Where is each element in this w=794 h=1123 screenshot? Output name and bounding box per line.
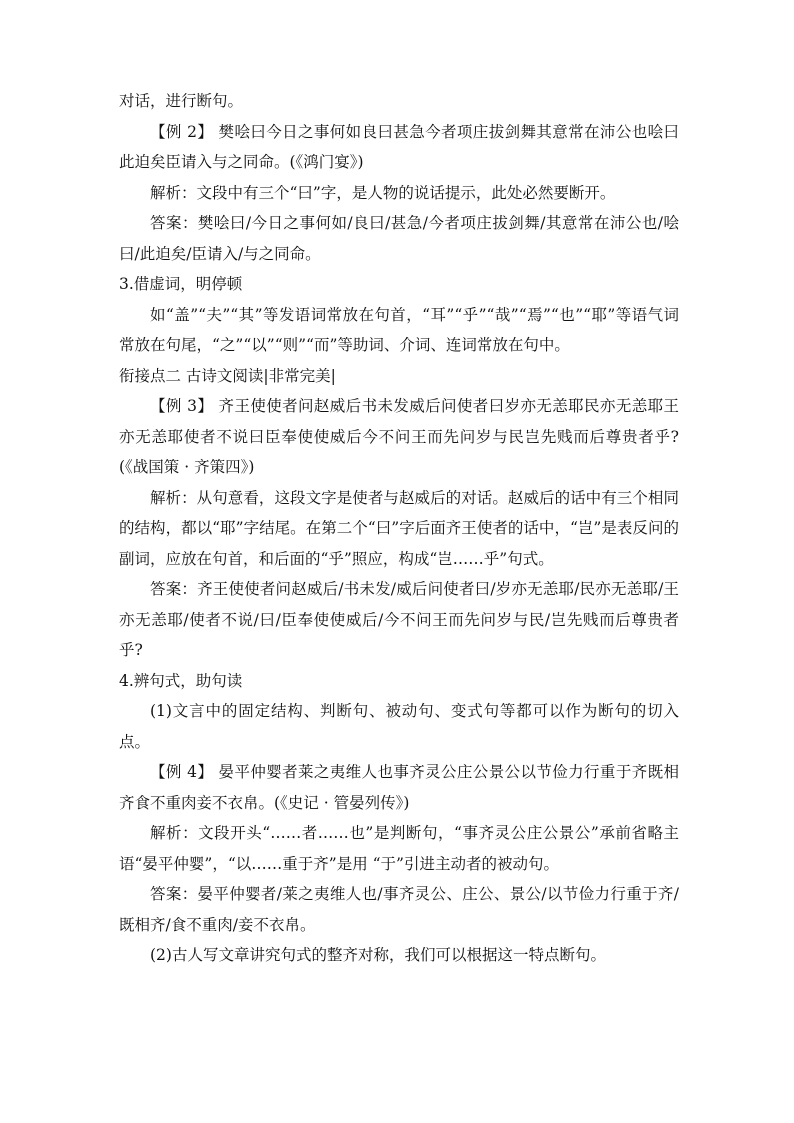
section-3-heading: 3.借虚词，明停顿 [119,275,243,293]
paragraph-dialogue-intro: 对话，进行断句。 [119,92,244,110]
section-4-point-2: (2)古人写文章讲究句式的整齐对称，我们可以根据这一特点断句。 [150,946,606,964]
section-4-heading: 4.辨句式，助句读 [119,671,243,690]
example-4-analysis: 解析：文段开头“……者……也”是判断句，“事齐灵公庄公景公”承前省略主语“晏平仲婴”，“以……重于齐”是用 “于”引进主动者的被动句。 [119,824,679,873]
connection-point-2-heading: 衔接点二 古诗文阅读|非常完美| [119,366,336,385]
example-3-analysis: 解析：从句意看，这段文字是使者与赵威后的对话。赵威后的话中有三个相同的结构，都以“耶”字结尾。在第二个“曰”字后面齐王使者的话中，“岂”是表反问的副词，应放在句首，和后面的“乎”照应，构成“岂……乎”句式。 [119,488,679,568]
section-4-point-1: (1)文言中的固定结构、判断句、被动句、变式句等都可以作为断句的切入点。 [119,702,679,751]
example-3-text: 【例 3】 齐王使使者问赵威后书未发威后问使者曰岁亦无恙耶民亦无恙耶王亦无恙耶使者不说曰臣奉使使威后今不问王而先问岁与民岂先贱而后尊贵者乎?(《战国策 · 齐策四》) [119,397,679,476]
example-2-text: 【例 2】 樊哙曰今日之事何如良曰甚急今者项庄拔剑舞其意常在沛公也哙曰此迫矣臣请入与之同命。(《鸿门宴》) [119,122,679,171]
example-2-analysis: 解析：文段中有三个“曰”字，是人物的说话提示，此处必然要断开。 [150,183,616,202]
document-page [119,86,679,971]
example-4-text: 【例 4】 晏平仲婴者莱之夷维人也事齐灵公庄公景公以节俭力行重于齐既相齐食不重肉妾不衣帛。(《史记 · 管晏列传》) [119,763,679,812]
example-3-answer: 答案：齐王使使者问赵威后/书未发/威后问使者曰/岁亦无恙耶/民亦无恙耶/王亦无恙耶/使者不说/曰/臣奉使使威后/今不问王而先问岁与民/岂先贱而后尊贵者乎? [119,580,679,659]
section-3-body: 如“盖”“夫”“其”等发语词常放在句首，“耳”“乎”“哉”“焉”“也”“耶”等语气词常放在句尾，“之”“以”“则”“而”等助词、介词、连词常放在句中。 [119,305,679,354]
example-4-answer: 答案：晏平仲婴者/莱之夷维人也/事齐灵公、庄公、景公/以节俭力行重于齐/既相齐/食不重肉/妾不衣帛。 [119,885,679,934]
example-2-answer: 答案：樊哙曰/今日之事何如/良曰/甚急/今者项庄拔剑舞/其意常在沛公也/哙曰/此迫矣/臣请入/与之同命。 [119,214,679,263]
